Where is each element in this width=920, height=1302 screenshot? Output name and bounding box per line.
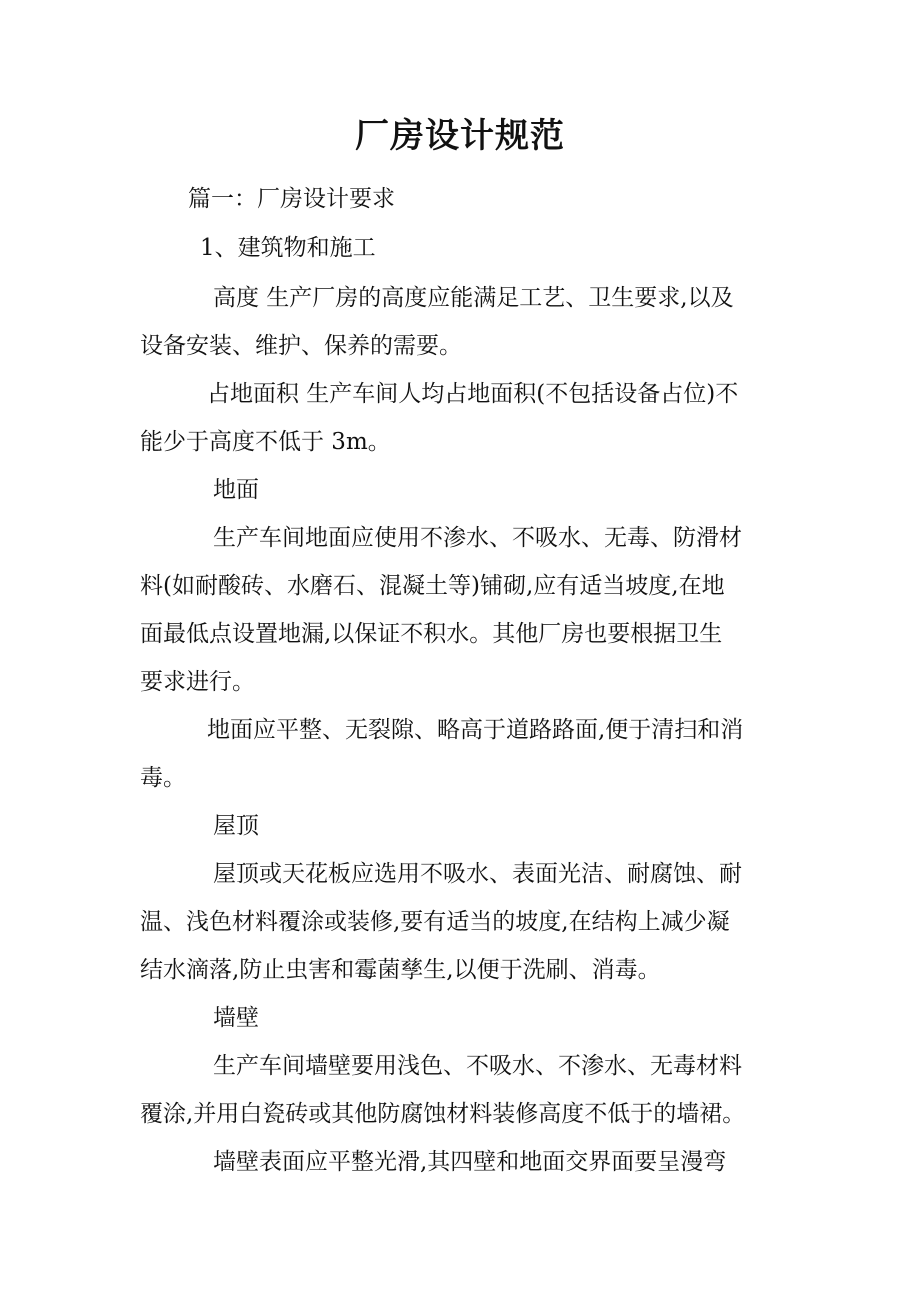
subheading-ground: 地面 (213, 477, 259, 503)
paragraph-line: 生产车间地面应使用不渗水、不吸水、无毒、防滑材 (213, 525, 742, 551)
paragraph-line: 要求进行。 (140, 669, 255, 695)
document-title: 厂房设计规范 (355, 116, 565, 156)
paragraph-line: 墙壁表面应平整光滑,其四壁和地面交界面要呈漫弯 (213, 1149, 727, 1175)
paragraph-line: 能少于高度不低于 3m。 (140, 429, 391, 455)
subsection-heading: 1、建筑物和施工 (200, 235, 376, 261)
paragraph-line: 生产车间墙壁要用浅色、不吸水、不渗水、无毒材料 (213, 1053, 742, 1079)
subheading-roof: 屋顶 (213, 813, 259, 839)
paragraph-line: 结水滴落,防止虫害和霉菌孳生,以便于洗刷、消毒。 (140, 957, 661, 983)
paragraph-line: 高度 生产厂房的高度应能满足工艺、卫生要求,以及 (213, 285, 734, 311)
paragraph-line: 设备安装、维护、保养的需要。 (140, 333, 462, 359)
paragraph-line: 屋顶或天花板应选用不吸水、表面光洁、耐腐蚀、耐 (213, 861, 742, 887)
paragraph-line: 地面应平整、无裂隙、略高于道路路面,便于清扫和消 (207, 717, 744, 743)
section-heading: 篇一：厂房设计要求 (188, 186, 395, 212)
paragraph-line: 料(如耐酸砖、水磨石、混凝土等)铺砌,应有适当坡度,在地 (140, 573, 725, 599)
paragraph-line: 毒。 (140, 765, 186, 791)
paragraph-line: 温、浅色材料覆涂或装修,要有适当的坡度,在结构上减少凝 (140, 909, 730, 935)
paragraph-line: 面最低点设置地漏,以保证不积水。其他厂房也要根据卫生 (140, 621, 723, 647)
subheading-wall: 墙壁 (213, 1005, 259, 1031)
paragraph-line: 覆涂,并用白瓷砖或其他防腐蚀材料装修高度不低于的墙裙。 (140, 1101, 746, 1127)
paragraph-line: 占地面积 生产车间人均占地面积(不包括设备占位)不 (207, 381, 739, 407)
